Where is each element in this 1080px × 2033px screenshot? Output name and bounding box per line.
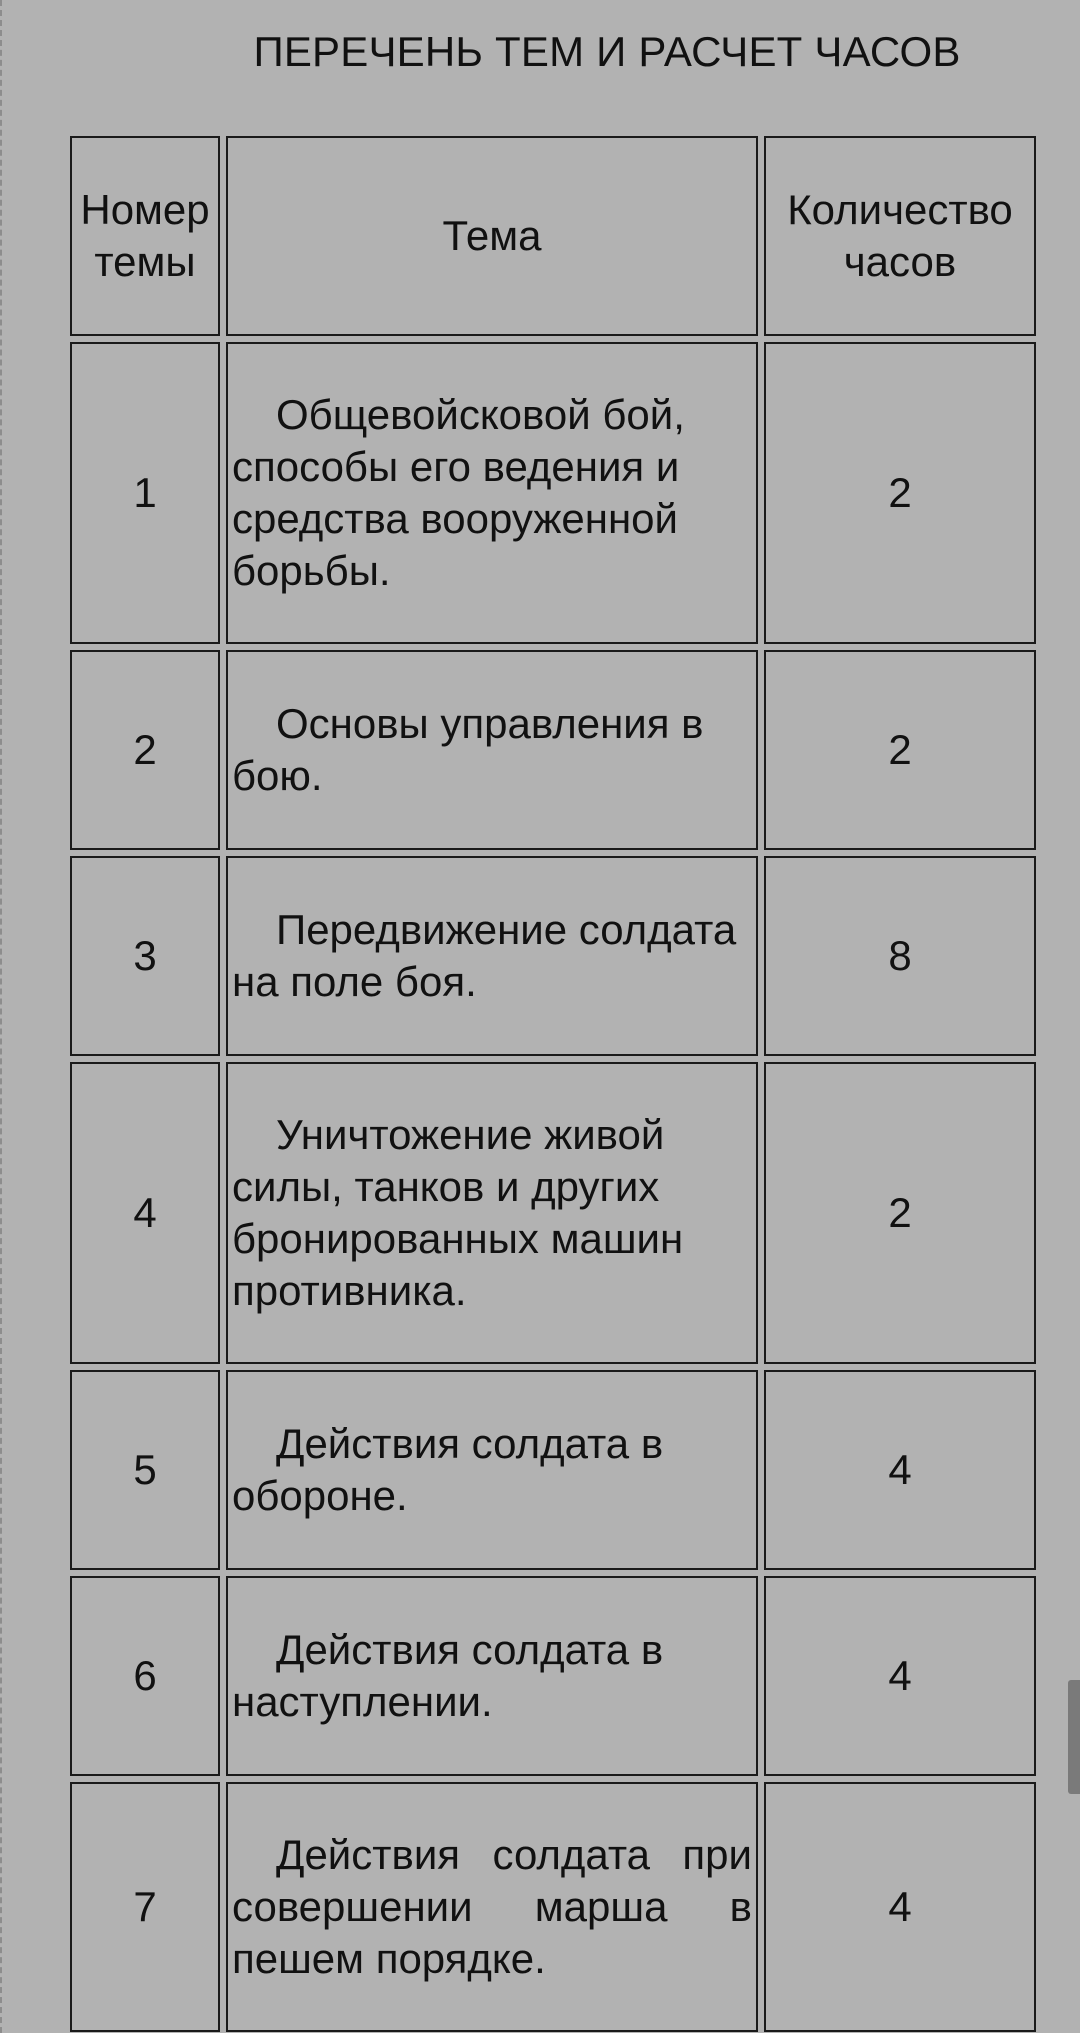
topic-hours: 4 — [764, 1370, 1036, 1570]
topic-title: Передвижение солдата на поле боя. — [226, 856, 758, 1056]
table-row — [70, 1370, 1036, 1570]
topic-title: Действия солдата при совершении марша в пешем порядке. — [226, 1782, 758, 2032]
topic-number: 1 — [70, 342, 220, 644]
topic-title: Действия солдата в наступлении. — [226, 1576, 758, 1776]
table-row — [70, 1782, 1036, 2032]
topic-number: 7 — [70, 1782, 220, 2032]
topic-hours: 4 — [764, 1576, 1036, 1776]
topic-hours: 2 — [764, 650, 1036, 850]
scrollbar-thumb[interactable] — [1068, 1680, 1080, 1794]
table-row — [70, 1576, 1036, 1776]
topic-title: Основы управления в бою. — [226, 650, 758, 850]
topic-number: 3 — [70, 856, 220, 1056]
header-topic: Тема — [226, 136, 758, 336]
topic-title: Уничтожение живой силы, танков и других бронированных машин противника. — [226, 1062, 758, 1364]
topic-number: 5 — [70, 1370, 220, 1570]
header-topic-number: Номер темы — [70, 136, 220, 336]
table-row — [70, 650, 1036, 850]
topic-hours: 2 — [764, 342, 1036, 644]
topic-title: Общевойсковой бой, способы его ведения и средства вооруженной борьбы. — [226, 342, 758, 644]
table-row — [70, 342, 1036, 644]
topic-hours: 4 — [764, 1782, 1036, 2032]
topic-number: 2 — [70, 650, 220, 850]
table-row — [70, 856, 1036, 1056]
topic-number: 4 — [70, 1062, 220, 1364]
header-hours: Количество часов — [764, 136, 1036, 336]
topics-table — [64, 130, 1042, 2033]
topic-title: Действия солдата в обороне. — [226, 1370, 758, 1570]
topic-hours: 2 — [764, 1062, 1036, 1364]
table-row — [70, 1062, 1036, 1364]
table-header-row — [70, 136, 1036, 336]
page-title: ПЕРЕЧЕНЬ ТЕМ И РАСЧЕТ ЧАСОВ — [253, 28, 961, 75]
topic-number: 6 — [70, 1576, 220, 1776]
topic-hours: 8 — [764, 856, 1036, 1056]
